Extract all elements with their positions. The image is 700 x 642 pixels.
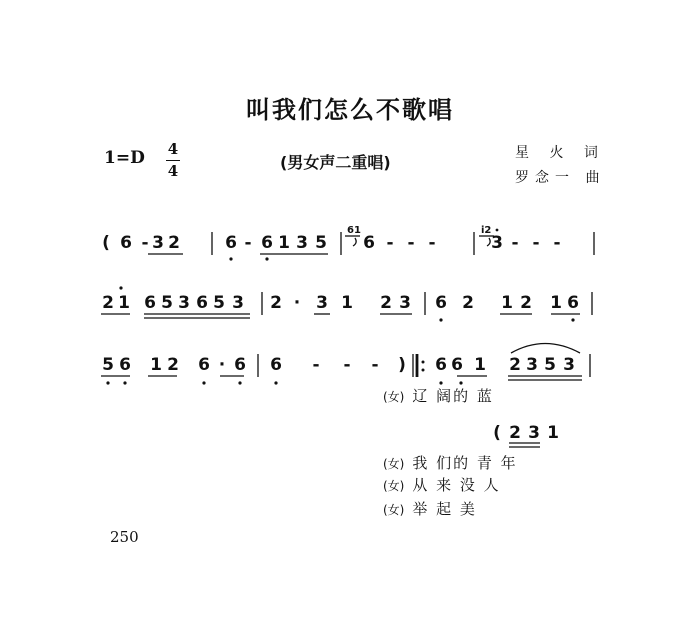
lyric-line-4 [383, 498, 477, 519]
score-glyph: 1 [550, 293, 562, 313]
song-title: 叫我们怎么不歌唱 [246, 96, 454, 124]
score-glyph: - [371, 355, 379, 375]
score-glyph: 2 [270, 293, 282, 313]
score-glyph: 6 [234, 355, 246, 375]
key-signature: 1=D [104, 148, 145, 168]
score-glyph: 6 [435, 293, 447, 313]
lyric-line-1 [383, 385, 494, 406]
score-glyph: 1 [278, 233, 290, 253]
score-glyph: 6 [196, 293, 208, 313]
score-glyph: - [532, 233, 540, 253]
lyricist-credit: 星 火 词 [515, 145, 606, 161]
score-glyph: 3 [296, 233, 308, 253]
score-glyph: 2 [462, 293, 474, 313]
score-glyph: 6 [261, 233, 273, 253]
alt-marks [509, 443, 540, 447]
score-glyph: 3 [528, 423, 540, 443]
score-glyph: · [218, 355, 226, 375]
lyric-voice-tag: (女) [383, 479, 405, 493]
score-line-3 [102, 355, 575, 375]
score-glyph: 5 [544, 355, 556, 375]
score-glyph: - [511, 233, 519, 253]
score-glyph: - [343, 355, 351, 375]
lyric-text: 辽 阔的 蓝 [412, 387, 494, 405]
lyric-voice-tag: (女) [383, 390, 405, 404]
score-glyph: 1 [118, 293, 130, 313]
lyric-line-3 [383, 474, 501, 495]
score-glyph: - [141, 233, 149, 253]
score-glyph: - [244, 233, 252, 253]
score-glyph: 6 [270, 355, 282, 375]
score-glyph: 6 [435, 355, 447, 375]
grace-note-1: 61 [347, 225, 361, 236]
score-glyph: 6 [225, 233, 237, 253]
score-glyph: 2 [520, 293, 532, 313]
score-glyph: - [553, 233, 561, 253]
score-glyph: 1 [341, 293, 353, 313]
lyric-voice-tag: (女) [383, 503, 405, 517]
score-glyph: 1 [501, 293, 513, 313]
composer-credit: 罗念一 曲 [515, 170, 606, 186]
alternate-notes [493, 423, 559, 443]
score-glyph: 5 [315, 233, 327, 253]
score-glyph: 3 [491, 233, 503, 253]
score-line-2 [102, 293, 579, 313]
score-glyph: · [293, 293, 301, 313]
score-glyph: 6 [120, 233, 132, 253]
lyric-text: 从 来 没 人 [412, 476, 501, 494]
score-glyph: 1 [547, 423, 559, 443]
score-glyph: 2 [167, 355, 179, 375]
time-signature-bottom: 4 [167, 162, 179, 180]
score-glyph: 5 [161, 293, 173, 313]
score-glyph: ( [102, 233, 110, 253]
score-glyph: 6 [567, 293, 579, 313]
score-glyph: 3 [563, 355, 575, 375]
score-glyph: ( [493, 423, 501, 443]
score-glyph: 5 [213, 293, 225, 313]
subtitle: (男女声二重唱) [280, 153, 391, 172]
score-glyph: 3 [316, 293, 328, 313]
score-glyph: 6 [119, 355, 131, 375]
score-glyph: 3 [152, 233, 164, 253]
score-glyph: 6 [451, 355, 463, 375]
score-glyph: 2 [509, 355, 521, 375]
page-number: 250 [110, 528, 139, 546]
score-glyph: 2 [102, 293, 114, 313]
score-glyph: - [312, 355, 320, 375]
score-glyph: 6 [198, 355, 210, 375]
score-glyph: 3 [399, 293, 411, 313]
score-glyph: 3 [526, 355, 538, 375]
lyric-voice-tag: (女) [383, 457, 405, 471]
score-glyph: - [428, 233, 436, 253]
score-glyph: 1 [474, 355, 486, 375]
score-glyph: 1 [150, 355, 162, 375]
score-glyph: 2 [509, 423, 521, 443]
score-glyph: 6 [363, 233, 375, 253]
score-glyph: 6 [144, 293, 156, 313]
score-glyph: - [386, 233, 394, 253]
score-glyph: 3 [178, 293, 190, 313]
score-glyph: 5 [102, 355, 114, 375]
score-glyph: - [407, 233, 415, 253]
lyric-text: 举 起 美 [412, 500, 477, 518]
time-signature-top: 4 [167, 140, 179, 158]
lyric-text: 我 们的 青 年 [412, 454, 518, 472]
score-glyph: 2 [168, 233, 180, 253]
grace-note-2: i2 [481, 225, 492, 236]
lyric-line-2 [383, 452, 518, 473]
score-glyph: 2 [380, 293, 392, 313]
score-glyph: ) [398, 355, 406, 375]
score-glyph: 3 [232, 293, 244, 313]
